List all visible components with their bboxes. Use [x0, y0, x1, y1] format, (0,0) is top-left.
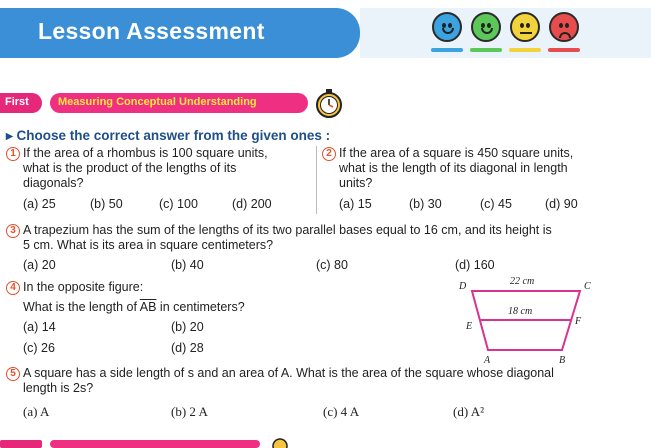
option-c[interactable]: (c) 100	[159, 197, 198, 211]
option-d[interactable]: (d) 200	[232, 197, 272, 211]
option-c[interactable]: (c) 80	[316, 258, 348, 272]
question-4	[6, 280, 326, 315]
segment-label: $\overline{AB}$	[139, 300, 157, 314]
question-text: What is the length of $\overline{AB}$ in centimeters?	[23, 300, 245, 314]
option-a[interactable]: (a) 20	[23, 258, 56, 272]
option-c[interactable]: (c) 26	[23, 341, 55, 355]
vertex-d: D	[459, 281, 467, 292]
instruction	[6, 128, 330, 144]
next-section-banner	[0, 434, 651, 448]
option-a[interactable]: (a) 14	[23, 320, 56, 334]
column-divider	[316, 146, 317, 214]
option-c[interactable]: (c) 4 A	[323, 404, 360, 419]
question-number: 5	[6, 367, 20, 381]
vertex-a: A	[484, 355, 491, 366]
question-number: 2	[322, 147, 336, 161]
rating-bar	[470, 48, 502, 52]
option-d[interactable]: (d) A²	[453, 404, 484, 419]
vertex-c: C	[584, 281, 591, 292]
vertex-b: B	[559, 355, 566, 366]
very-happy-face-icon[interactable]	[432, 12, 462, 42]
option-b[interactable]: (b) 30	[409, 197, 442, 211]
question-text: If the area of a square is 450 square units,	[339, 146, 574, 160]
trapezium-figure	[452, 274, 622, 369]
page-title: Lesson Assessment	[38, 18, 265, 44]
option-a[interactable]: (a) A	[23, 404, 50, 419]
question-number: 3	[6, 224, 20, 238]
instruction-text: Choose the correct answer from the given ones :	[16, 128, 331, 143]
option-d[interactable]: (d) 28	[171, 341, 204, 355]
label-18cm: 18 cm	[508, 306, 533, 317]
section-label: First	[0, 93, 42, 113]
option-b[interactable]: (b) 50	[90, 197, 123, 211]
option-a[interactable]: (a) 25	[23, 197, 56, 211]
question-2	[322, 146, 647, 191]
question-number: 1	[6, 147, 20, 161]
question-5	[6, 366, 646, 396]
question-text: In the opposite figure:	[23, 280, 144, 294]
question-text: what is the product of the lengths of its	[23, 161, 237, 175]
question-number: 4	[6, 281, 20, 295]
rating-bar	[548, 48, 580, 52]
neutral-face-icon[interactable]	[510, 12, 540, 42]
rating-bar	[509, 48, 541, 52]
question-1	[6, 146, 312, 191]
question-text: A trapezium has the sum of the lengths of its two parallel bases equal to 16 cm, and its height is	[23, 223, 552, 237]
stopwatch-icon	[312, 86, 346, 120]
section-title: Measuring Conceptual Understanding	[50, 93, 308, 113]
question-text: diagonals?	[23, 176, 84, 190]
option-c[interactable]: (c) 45	[480, 197, 512, 211]
sad-face-icon[interactable]	[549, 12, 579, 42]
label-22cm: 22 cm	[510, 276, 535, 287]
rating-bar	[431, 48, 463, 52]
question-text: what is the length of its diagonal in length	[339, 161, 568, 175]
option-b[interactable]: (b) 20	[171, 320, 204, 334]
question-text: length is 2s?	[23, 381, 94, 395]
option-a[interactable]: (a) 15	[339, 197, 372, 211]
arrow-icon: ▸	[6, 128, 13, 143]
option-d[interactable]: (d) 160	[455, 258, 495, 272]
point-e: E	[466, 321, 473, 332]
question-text: 5 cm. What is its area in square centimeters?	[23, 238, 274, 252]
point-f: F	[575, 316, 582, 327]
happy-face-icon[interactable]	[471, 12, 501, 42]
question-3	[6, 223, 646, 253]
option-d[interactable]: (d) 90	[545, 197, 578, 211]
question-text: units?	[339, 176, 373, 190]
option-b[interactable]: (b) 40	[171, 258, 204, 272]
question-text: If the area of a rhombus is 100 square units,	[23, 146, 268, 160]
option-b[interactable]: (b) 2 A	[171, 404, 208, 419]
header-rating-area	[360, 8, 651, 58]
question-text: A square has a side length of s and an area of A. What is the area of the square whose diagonal	[23, 366, 554, 380]
